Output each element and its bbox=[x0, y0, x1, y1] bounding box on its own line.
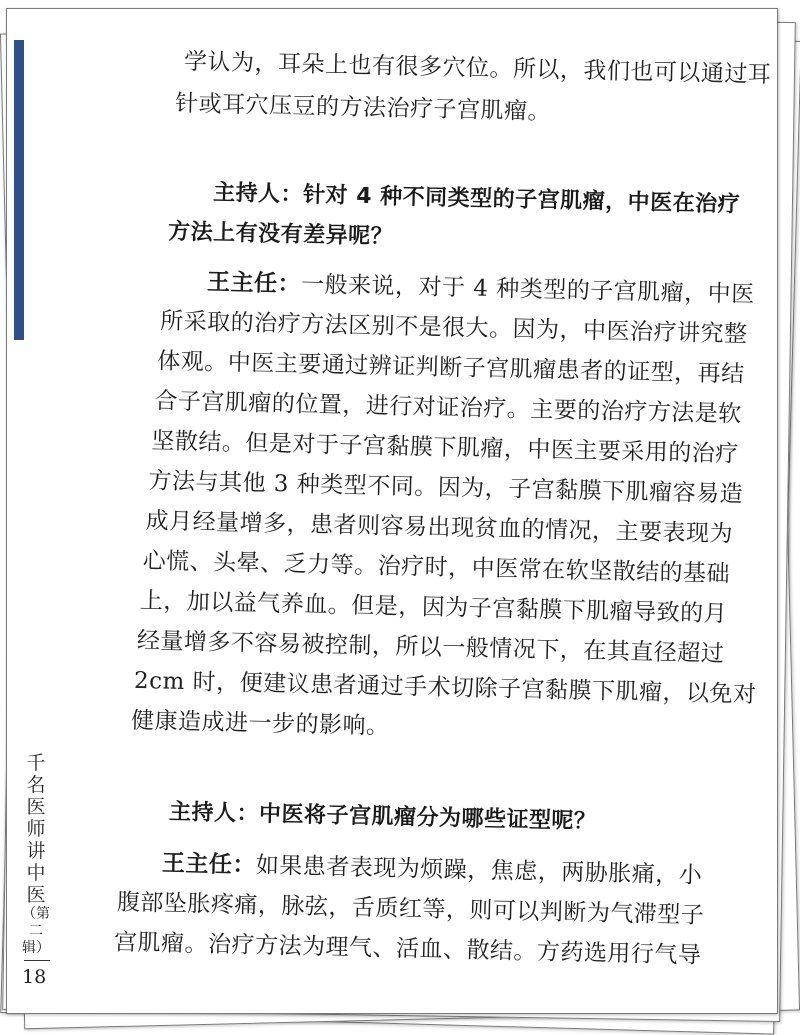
line-text: 中医将子宫肌瘤分为哪些证型呢？ bbox=[258, 801, 597, 835]
text-line bbox=[134, 662, 757, 709]
line-text: 坚散结。但是对于子宫黏膜下肌瘤，中医主要采用的治疗 bbox=[151, 428, 740, 468]
speaker-label: 主持人： bbox=[168, 799, 260, 827]
book-volume: （第二辑） bbox=[22, 906, 50, 956]
line-text: 腹部坠胀疼痛，脉弦，舌质红等，则可以判断为气滞型子 bbox=[116, 889, 705, 929]
line-text: 2cm 时，便建议患者通过手术切除子宫黏膜下肌瘤，以免对 bbox=[133, 667, 757, 708]
text-line bbox=[117, 884, 705, 930]
host-question bbox=[213, 176, 741, 219]
book-title: 千名医师讲中医 bbox=[26, 752, 46, 906]
page-number-rule bbox=[24, 960, 50, 961]
line-text: 心慌、头晕、乏力等。治疗时，中医常在软坚散结的基础 bbox=[142, 548, 731, 588]
text-line bbox=[148, 462, 743, 508]
line-text: 所采取的治疗方法区别不是很大。因为，中医治疗讲究整 bbox=[159, 308, 748, 348]
page-number: 18 bbox=[22, 966, 47, 988]
body-text bbox=[6, 8, 776, 1012]
page-content bbox=[6, 8, 776, 1012]
text-line bbox=[184, 43, 772, 89]
text-line bbox=[154, 382, 742, 428]
line-text: 方法上有没有差异呢？ bbox=[167, 219, 394, 250]
line-text: 针对 4 种不同类型的子宫肌瘤，中医在治疗 bbox=[302, 182, 741, 218]
text-line bbox=[114, 923, 702, 969]
line-text: 上，加以益气养血。但是，因为子宫黏膜下肌瘤导致的月 bbox=[139, 587, 728, 628]
text-line bbox=[157, 342, 745, 388]
text-line bbox=[131, 702, 390, 741]
text-line bbox=[145, 502, 733, 548]
line-text: 体观。中医主要通过辨证判断子宫肌瘤患者的证型，再结 bbox=[156, 348, 745, 388]
answer-line bbox=[162, 845, 703, 890]
line-text: 合子宫肌瘤的位置，进行对证治疗。主要的治疗方法是软 bbox=[154, 388, 743, 428]
line-text: 方法与其他 3 种类型不同。因为，子宫黏膜下肌瘤容易造 bbox=[148, 468, 744, 508]
text-line bbox=[137, 622, 725, 668]
line-text: 经量增多不容易被控制，所以一般情况下，在其直径超过 bbox=[136, 627, 725, 668]
line-text: 针或耳穴压豆的方法治疗子宫肌瘤。 bbox=[174, 90, 552, 126]
text-line bbox=[142, 542, 730, 588]
line-text: 如果患者表现为烦躁，焦虑，两胁胀痛，小 bbox=[255, 852, 703, 889]
text-line bbox=[151, 422, 739, 468]
speaker-label: 主持人： bbox=[212, 180, 304, 208]
line-text: 学认为，耳朵上也有很多穴位。所以，我们也可以通过耳 bbox=[183, 48, 772, 89]
line-text: 宫肌瘤。治疗方法为理气、活血、散结。方药选用行气导 bbox=[113, 929, 702, 969]
line-text: 成月经量增多，患者则容易出现贫血的情况，主要表现为 bbox=[145, 508, 734, 548]
text-line bbox=[175, 85, 552, 127]
text-line bbox=[160, 302, 748, 348]
speaker-label: 王主任： bbox=[161, 850, 257, 879]
answer-line bbox=[207, 263, 755, 308]
speaker-label: 王主任： bbox=[206, 269, 302, 298]
text-line bbox=[140, 582, 728, 628]
host-question bbox=[168, 215, 394, 251]
line-text: 健康造成进一步的影响。 bbox=[130, 707, 390, 740]
line-text: 一般来说，对于 4 种类型的子宫肌瘤，中医 bbox=[300, 271, 755, 308]
running-head bbox=[22, 752, 50, 957]
host-question bbox=[169, 795, 597, 836]
